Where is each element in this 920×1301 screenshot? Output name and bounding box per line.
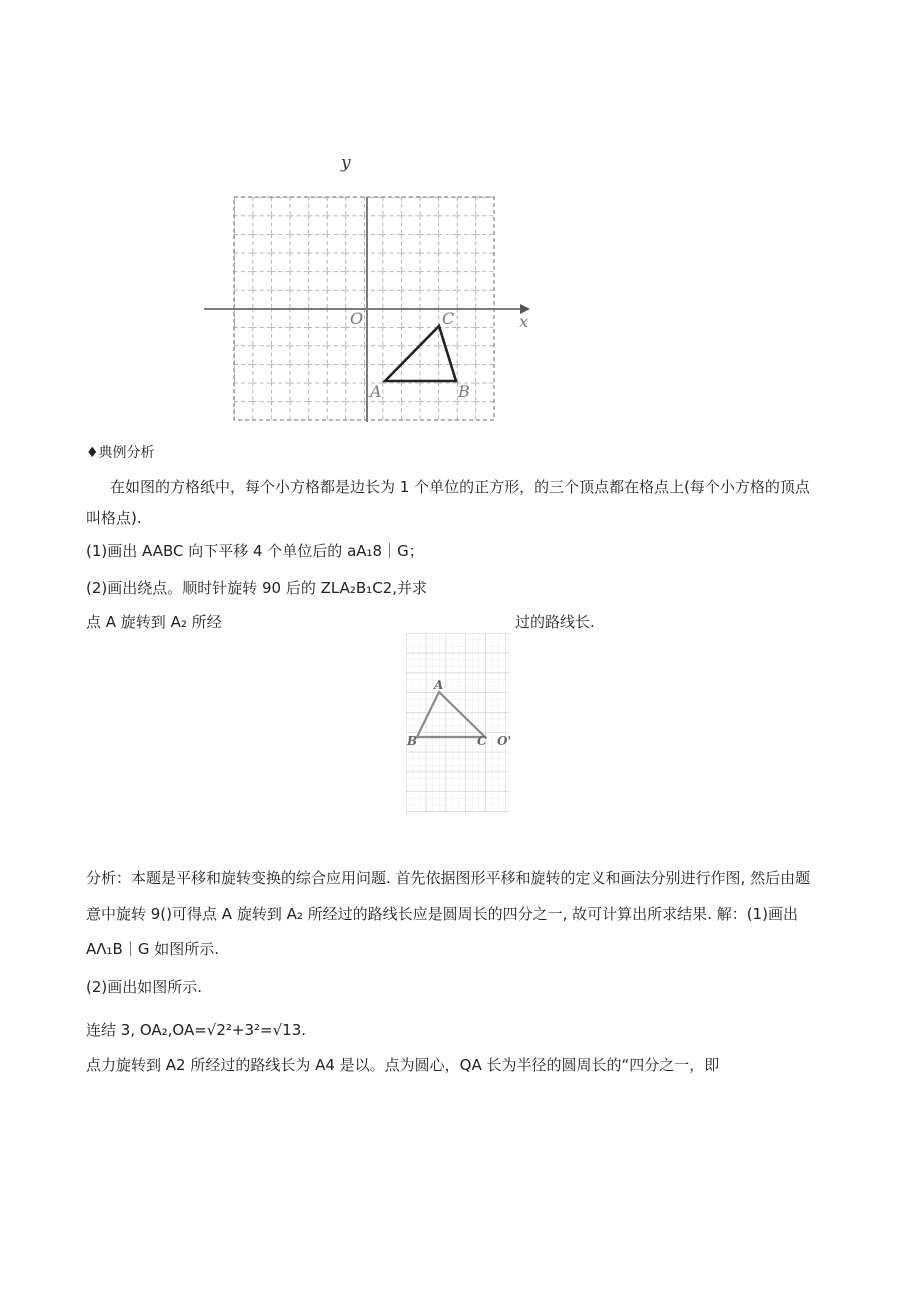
vertex-a-label-small: A: [434, 678, 444, 692]
question-2-continued-right: 过的路线长.: [515, 613, 595, 631]
analysis-line-3: AΛ₁B｜G 如图所示.: [86, 940, 219, 958]
vertex-a-label: A: [370, 382, 382, 401]
question-1: (1)画出 AABC 向下平移 4 个单位后的 aA₁8｜G；: [86, 542, 424, 560]
analysis-line-5: 连结 3, OA₂,OA=√2²+3²=√13.: [86, 1021, 307, 1039]
analysis-line-1: 分析：本题是平移和旋转变换的综合应用问题. 首先依据图形平移和旋转的定义和画法分别进行作图, 然后由题: [86, 869, 811, 887]
problem-intro-line-1: 在如图的方格纸中，每个小方格都是边长为 1 个单位的正方形，的三个顶点都在格点上(每个小方格的顶点: [110, 478, 810, 496]
question-2-continued-left: 点 A 旋转到 A₂ 所经: [86, 613, 222, 631]
origin-label: O: [350, 309, 364, 328]
analysis-line-6: 点力旋转到 A2 所经过的路线长为 A4 是以。点为圆心，QA 长为半径的圆周长的“四分之一，即: [86, 1056, 720, 1074]
problem-intro-line-2: 叫格点).: [86, 509, 142, 527]
rotation-center-label: O': [497, 734, 512, 748]
y-axis-label: y: [341, 153, 351, 173]
section-title: ♦典例分析: [86, 445, 155, 461]
grid: [406, 633, 510, 813]
vertex-c-label: C: [442, 309, 455, 328]
analysis-line-4: (2)画出如图所示.: [86, 978, 203, 996]
vertex-c-label-small: C: [477, 734, 487, 748]
x-axis-label: x: [519, 312, 529, 331]
vertex-b-label-small: B: [407, 734, 418, 748]
vertex-b-label: B: [458, 382, 470, 401]
question-2: (2)画出绕点。顺时针旋转 90 后的 ZLA₂B₁C2,并求: [86, 579, 427, 597]
analysis-line-2: 意中旋转 9()可得点 A 旋转到 A₂ 所经过的路线长应是圆周长的四分之一, 故可计算出所求结果. 解：(1)画出: [86, 905, 798, 923]
